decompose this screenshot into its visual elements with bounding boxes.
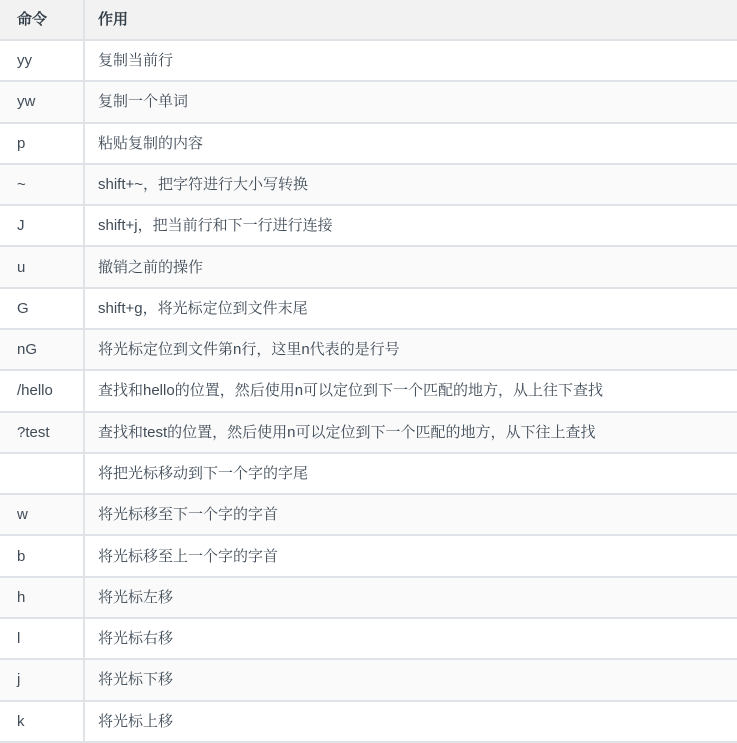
column-header-command: 命令 bbox=[0, 0, 84, 40]
command-cell: J bbox=[0, 205, 84, 246]
table-row bbox=[0, 246, 737, 287]
table-header bbox=[0, 0, 737, 40]
command-cell: h bbox=[0, 577, 84, 618]
effect-cell: 查找和test的位置，然后使用n可以定位到下一个匹配的地方，从下往上查找 bbox=[84, 412, 737, 453]
effect-cell: 将光标右移 bbox=[84, 618, 737, 659]
effect-cell: 复制一个单词 bbox=[84, 81, 737, 122]
effect-cell: shift+~，把字符进行大小写转换 bbox=[84, 164, 737, 205]
command-cell: k bbox=[0, 701, 84, 743]
command-cell bbox=[0, 453, 84, 494]
effect-cell: 将把光标移动到下一个字的字尾 bbox=[84, 453, 737, 494]
table-row bbox=[0, 659, 737, 700]
table-row bbox=[0, 205, 737, 246]
command-cell: /hello bbox=[0, 370, 84, 411]
effect-cell: shift+g，将光标定位到文件末尾 bbox=[84, 288, 737, 329]
header-row bbox=[0, 0, 737, 40]
table-row bbox=[0, 535, 737, 576]
table-row bbox=[0, 453, 737, 494]
table-row bbox=[0, 40, 737, 81]
effect-cell: 查找和hello的位置，然后使用n可以定位到下一个匹配的地方，从上往下查找 bbox=[84, 370, 737, 411]
command-cell: nG bbox=[0, 329, 84, 370]
effect-cell: 将光标下移 bbox=[84, 659, 737, 700]
command-cell: G bbox=[0, 288, 84, 329]
effect-cell: 将光标上移 bbox=[84, 701, 737, 743]
table-row bbox=[0, 618, 737, 659]
command-cell: w bbox=[0, 494, 84, 535]
command-cell: j bbox=[0, 659, 84, 700]
effect-cell: 复制当前行 bbox=[84, 40, 737, 81]
table-row bbox=[0, 123, 737, 164]
effect-cell: shift+j，把当前行和下一行进行连接 bbox=[84, 205, 737, 246]
table-row bbox=[0, 370, 737, 411]
table-row bbox=[0, 412, 737, 453]
table-row bbox=[0, 164, 737, 205]
command-cell: u bbox=[0, 246, 84, 287]
effect-cell: 将光标定位到文件第n行，这里n代表的是行号 bbox=[84, 329, 737, 370]
command-cell: b bbox=[0, 535, 84, 576]
effect-cell: 将光标移至下一个字的字首 bbox=[84, 494, 737, 535]
table-row bbox=[0, 81, 737, 122]
command-cell: ~ bbox=[0, 164, 84, 205]
table-row bbox=[0, 701, 737, 743]
command-cell: ?test bbox=[0, 412, 84, 453]
command-cell: p bbox=[0, 123, 84, 164]
effect-cell: 撤销之前的操作 bbox=[84, 246, 737, 287]
table-row bbox=[0, 329, 737, 370]
command-cell: yw bbox=[0, 81, 84, 122]
effect-cell: 将光标移至上一个字的字首 bbox=[84, 535, 737, 576]
effect-cell: 粘贴复制的内容 bbox=[84, 123, 737, 164]
effect-cell: 将光标左移 bbox=[84, 577, 737, 618]
table-body bbox=[0, 40, 737, 742]
command-cell: l bbox=[0, 618, 84, 659]
table-row bbox=[0, 494, 737, 535]
column-header-effect: 作用 bbox=[84, 0, 737, 40]
table-row bbox=[0, 288, 737, 329]
table-row bbox=[0, 577, 737, 618]
command-cell: yy bbox=[0, 40, 84, 81]
